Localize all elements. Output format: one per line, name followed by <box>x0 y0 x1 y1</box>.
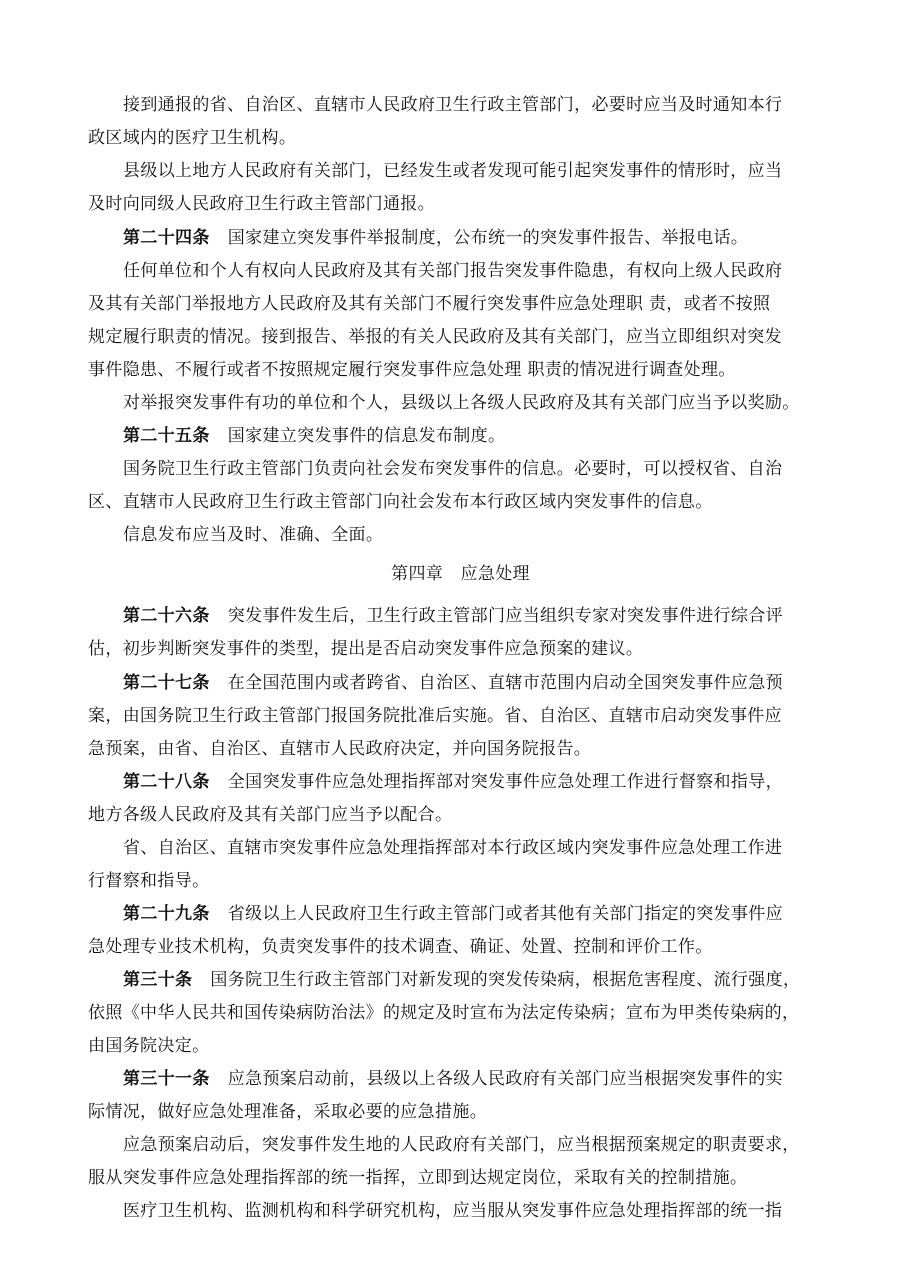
paragraph-line: 服从突发事件应急处理指挥部的统一指挥，立即到达规定岗位，采取有关的控制措施。 <box>88 1168 748 1188</box>
paragraph-line: 规定履行职责的情况。接到报告、举报的有关人民政府及其有关部门，应当立即组织对突发 <box>88 327 782 347</box>
article-30-line: 第三十条 国务院卫生行政主管部门对新发现的突发传染病，根据危害程度、流行强度， <box>123 970 801 990</box>
paragraph-line: 由国务院决定。 <box>88 1036 210 1056</box>
paragraph-line: 估，初步判断突发事件的类型，提出是否启动突发事件应急预案的建议。 <box>88 639 644 659</box>
paragraph-line: 急预案，由省、自治区、直辖市人民政府决定，并向国务院报告。 <box>88 739 592 759</box>
article-number: 第二十八条 <box>123 772 210 792</box>
article-number: 第三十条 <box>123 970 193 990</box>
paragraph-line: 任何单位和个人有权向人民政府及其有关部门报告突发事件隐患，有权向上级人民政府 <box>123 261 783 281</box>
paragraph-line: 县级以上地方人民政府有关部门，已经发生或者发现可能引起突发事件的情形时，应当 <box>123 161 783 181</box>
paragraph-line: 信息发布应当及时、准确、全面。 <box>123 525 384 545</box>
article-number: 第二十五条 <box>123 426 210 446</box>
paragraph-line: 国务院卫生行政主管部门负责向社会发布突发事件的信息。必要时，可以授权省、自治 <box>123 459 783 479</box>
paragraph-line: 医疗卫生机构、监测机构和科学研究机构，应当服从突发事件应急处理指挥部的统一指 <box>123 1201 783 1221</box>
article-25-line: 第二十五条 国家建立突发事件的信息发布制度。 <box>123 426 506 446</box>
article-31-line: 第三十一条 应急预案启动前，县级以上各级人民政府有关部门应当根据突发事件的实 <box>123 1069 783 1089</box>
chapter-heading: 第四章 应急处理 <box>391 564 530 584</box>
article-26-line: 第二十六条 突发事件发生后，卫生行政主管部门应当组织专家对突发事件进行综合评 <box>123 606 783 626</box>
article-24-line: 第二十四条 国家建立突发事件举报制度，公布统一的突发事件报告、举报电话。 <box>123 228 749 248</box>
paragraph-line: 地方各级人民政府及其有关部门应当予以配合。 <box>88 805 453 825</box>
paragraph-line: 应急预案启动后，突发事件发生地的人民政府有关部门，应当根据预案规定的职责要求， <box>123 1135 800 1155</box>
paragraph-line: 事件隐患、不履行或者不按照规定履行突发事件应急处理 职责的情况进行调查处理。 <box>88 360 736 380</box>
paragraph-line: 接到通报的省、自治区、直辖市人民政府卫生行政主管部门，必要时应当及时通知本行 <box>123 95 783 115</box>
paragraph-line: 政区域内的医疗卫生机构。 <box>88 128 297 148</box>
paragraph-line: 及时向同级人民政府卫生行政主管部门通报。 <box>88 194 435 214</box>
paragraph-line: 急处理专业技术机构，负责突发事件的技术调查、确证、处置、控制和评价工作。 <box>88 937 713 957</box>
article-number: 第二十四条 <box>123 228 210 248</box>
article-number: 第二十七条 <box>123 673 210 693</box>
paragraph-line: 案，由国务院卫生行政主管部门报国务院批准后实施。省、自治区、直辖市启动突发事件应 <box>88 706 782 726</box>
article-number: 第二十六条 <box>123 606 210 626</box>
paragraph-line: 及其有关部门举报地方人民政府及其有关部门不履行突发事件应急处理职 责，或者不按照 <box>88 294 771 314</box>
paragraph-line: 区、直辖市人民政府卫生行政主管部门向社会发布本行政区域内突发事件的信息。 <box>88 492 713 512</box>
article-29-line: 第二十九条 省级以上人民政府卫生行政主管部门或者其他有关部门指定的突发事件应 <box>123 904 783 924</box>
article-27-line: 第二十七条 在全国范围内或者跨省、自治区、直辖市范围内启动全国突发事件应急预 <box>123 673 783 693</box>
paragraph-line: 依照《中华人民共和国传染病防治法》的规定及时宣布为法定传染病；宣布为甲类传染病的， <box>88 1003 800 1023</box>
paragraph-line: 省、自治区、直辖市突发事件应急处理指挥部对本行政区域内突发事件应急处理工作进 <box>123 838 783 858</box>
paragraph-line: 行督察和指导。 <box>88 871 210 891</box>
paragraph-line: 际情况，做好应急处理准备，采取必要的应急措施。 <box>88 1102 488 1122</box>
article-28-line: 第二十八条 全国突发事件应急处理指挥部对突发事件应急处理工作进行督察和指导， <box>123 772 783 792</box>
article-number: 第二十九条 <box>123 904 210 924</box>
paragraph-line: 对举报突发事件有功的单位和个人，县级以上各级人民政府及其有关部门应当予以奖励。 <box>123 393 800 413</box>
article-number: 第三十一条 <box>123 1069 210 1089</box>
